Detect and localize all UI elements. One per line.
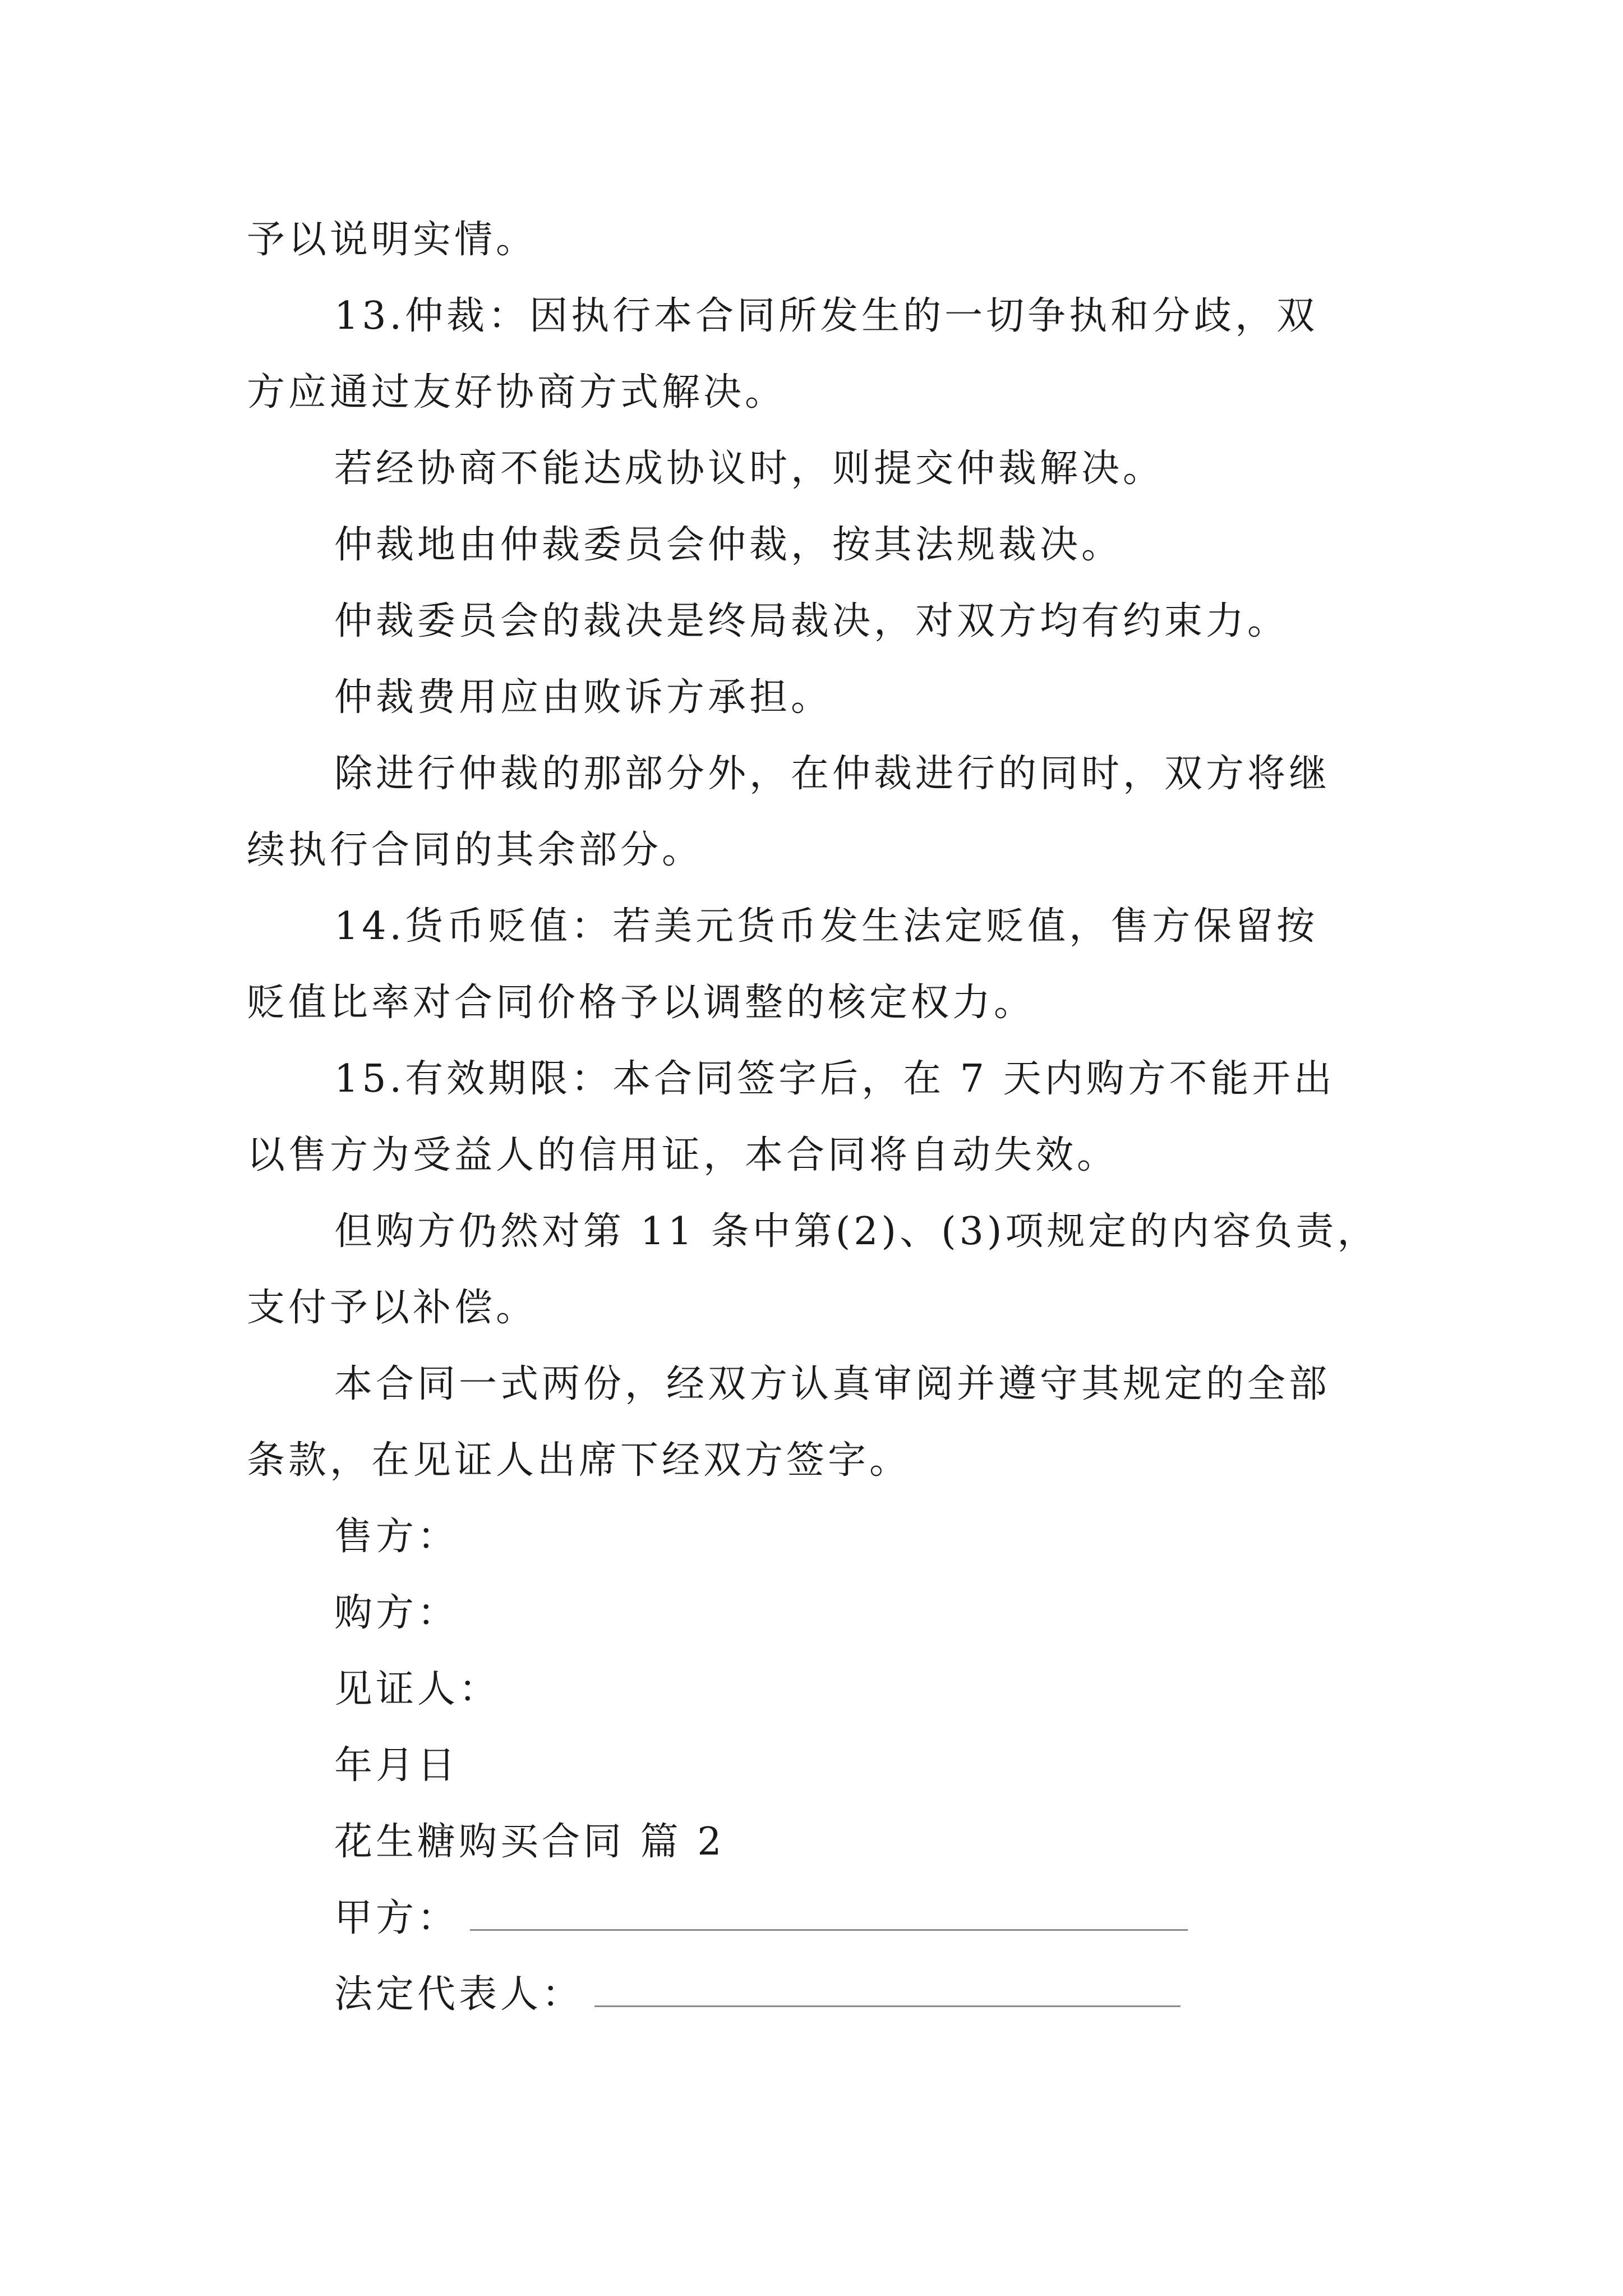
text-line: 支付予以补偿。 (247, 1286, 538, 1330)
text-line: 条款，在见证人出席下经双方签字。 (247, 1438, 911, 1483)
text-line: 以售方为受益人的信用证，本合同将自动失效。 (247, 1133, 1119, 1177)
text-line: 但购方仍然对第 11 条中第(2)、(3)项规定的内容负责， (334, 1209, 1379, 1254)
party-a-row (247, 1880, 1374, 1957)
section-title: 花生糖购买合同 篇 2 (334, 1820, 725, 1864)
legal-representative-row (247, 1957, 1374, 2033)
text-line: 本合同一式两份，经双方认真审阅并遵守其规定的全部 (334, 1362, 1331, 1406)
date-label: 年月日 (334, 1743, 459, 1788)
text-line: 贬值比率对合同价格予以调整的核定权力。 (247, 981, 1036, 1025)
text-line: 方应通过友好协商方式解决。 (247, 370, 787, 415)
legal-representative-blank-line[interactable] (594, 1972, 1181, 2007)
text-line: 仲裁费用应由败诉方承担。 (334, 675, 833, 720)
clause-13-arbitration: 13.仲裁：因执行本合同所发生的一切争执和分歧，双 (334, 294, 1318, 338)
buyer-signature-label: 购方： (334, 1591, 459, 1635)
party-a-label: 甲方： (334, 1896, 459, 1940)
clause-14-currency: 14.货币贬值：若美元货币发生法定贬值，售方保留按 (334, 904, 1318, 949)
text-line: 予以说明实情。 (247, 218, 538, 262)
document-body (247, 202, 1379, 2033)
text-line: 除进行仲裁的那部分外，在仲裁进行的同时，双方将继 (334, 752, 1331, 796)
clause-15-validity: 15.有效期限：本合同签字后，在 7 天内购方不能开出 (334, 1057, 1335, 1101)
text-line: 仲裁地由仲裁委员会仲裁，按其法规裁决。 (334, 523, 1123, 567)
text-line: 若经协商不能达成协议时，则提交仲裁解决。 (334, 447, 1165, 491)
text-line: 续执行合同的其余部分。 (247, 828, 704, 872)
witness-signature-label: 见证人： (334, 1667, 501, 1711)
legal-representative-label: 法定代表人： (334, 1972, 584, 2017)
party-a-blank-line[interactable] (470, 1895, 1188, 1931)
text-line: 仲裁委员会的裁决是终局裁决，对双方均有约束力。 (334, 599, 1289, 643)
seller-signature-label: 售方： (334, 1515, 459, 1559)
